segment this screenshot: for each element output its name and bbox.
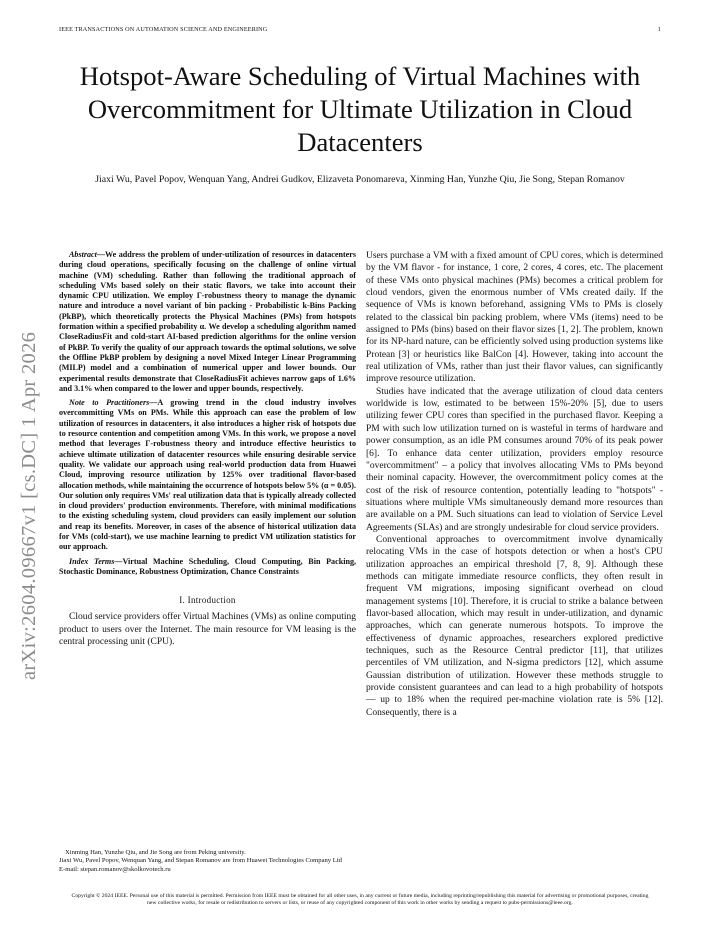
body-paragraph: Conventional approaches to overcommitment involve dynamically relocating VMs in the case of hotspots detection or when a host's CPU utilization approaches an empirical threshold [7, 8, 9]. Although these methods can mitigate immediate resource conflicts, they often result in frequent VM migrations, imposing significant overhead on cloud management systems [10]. Therefore, it is crucial to strike a balance between flavor-based allocation, which may result in under-utilization, and dynamic approaches, which can generate numerous hotspots. To improve the effectiveness of dynamic approaches, researchers explored predictive techniques, such as the Resource Central predictor [11], that utilizes percentiles of VM utilization, and N-sigma predictors [12], which assume Gaussian distribution of utilization. However these methods struggle to provide consistent guarantees and can lead to a high probability of hotspots — up to 18% when the required per-machine violation rate is 5% [12]. Consequently, there is a: [366, 534, 663, 718]
index-terms-label: Index Terms: [69, 556, 115, 566]
note-to-practitioners: [59, 398, 356, 552]
page-number: 1: [657, 26, 661, 33]
index-terms-text: —Virtual Machine Scheduling, Cloud Computing, Bin Packing, Stochastic Dominance, Robustness Optimization, Chance Constraints: [59, 556, 357, 576]
footnote-email: E-mail: stepan.romanov@skolkovotech.ru: [59, 865, 171, 873]
copyright-notice: Copyright © 2024 IEEE. Personal use of this material is permitted. Permission from IEEE must be obtained for all other uses, in any current or future media, including reprinting/republishing this material for advertising or promotional purposes, creating new collective works, for resale or redistribution to servers or lists, or reuse of any copyrighted component of this work in other works by sending a request to pubs-permissions@ieee.org.: [71, 893, 649, 906]
paper-title: Hotspot-Aware Scheduling of Virtual Machines with Overcommitment for Ultimate Utilization in Cloud Datacenters: [79, 61, 641, 157]
footnote-affiliation-huawei: Jiaxi Wu, Pavel Popov, Wenquan Yang, and Stepan Romanov are from Huawei Technologies Company Ltd: [59, 857, 342, 865]
footnotes: [59, 849, 356, 874]
abstract-text: —We address the problem of under-utilization of resources in datacenters during cloud operations, specifically focusing on the challenge of online virtual machine (VM) scheduling. Rather than following the traditional approach of scheduling VMs based solely on their static flavors, we take into account their dynamic CPU utilization. We employ Γ-robustness theory to manage the dynamic nature and introduce a novel variant of bin packing - Probabilistic k-Bins Packing (PkBP), which theoretically protects the Physical Machines (PMs) from hotspots formation within a specified probability α. We develop a scheduling algorithm named CloseRadiusFit and cold-start AI-based prediction algorithms for the online version of PkBP. To verify the quality of our approach towards the optimal solutions, we solve the Offline PkBP problem by designing a novel Mixed Integer Linear Programming (MILP) model and a combination of numerical upper and lower bounds. Our experimental results demonstrate that CloseRadiusFit achieves narrow gaps of 1.6% and 3.1% when compared to the lower and upper bounds, respectively.: [59, 250, 356, 393]
body-paragraph: Studies have indicated that the average utilization of cloud data centers worldwide is low, estimated to be between 15%-20% [5], due to users utilizing fewer CPU cores than specified in the purchased flavor. Keeping a PM with such low utilization turned on is wasteful in terms of hardware and power consumption, as an idle PM consumes around 70% of its peak power [6]. To enhance data center utilization, providers employ resource "overcommitment" – a policy that involves allocating VMs to PMs beyond their nominal capacity. However, the overcommitment policy comes at the cost of the risk of resource contention, potentially leading to "hotspots" - situations where multiple VMs simultaneously demand more resources than are available on a PM. Such situations can lead to violation of Service Level Agreements (SLAs) and are strongly undesirable for cloud service providers.: [366, 386, 663, 533]
journal-name: IEEE TRANSACTIONS ON AUTOMATION SCIENCE AND ENGINEERING: [59, 26, 268, 33]
abstract: [59, 250, 356, 394]
footnote-affiliation-pku: Xinming Han, Yunzhe Qiu, and Jie Song are from Peking university.: [65, 849, 246, 856]
author-list: Jiaxi Wu, Pavel Popov, Wenquan Yang, Andrei Gudkov, Elizaveta Ponomareva, Xinming Han, Yunzhe Qiu, Jie Song, Stepan Romanov: [95, 174, 625, 185]
section-heading: I. Introduction: [179, 595, 236, 606]
right-column: [366, 250, 663, 719]
intro-paragraph: Cloud service providers offer Virtual Machines (VMs) as online computing product to users over the Internet. The main resource for VM leasing is the central processing unit (CPU).: [59, 612, 356, 647]
arxiv-stamp: arXiv:2604.09667v1 [cs.DC] 1 Apr 2026: [18, 331, 40, 680]
body-paragraph: Users purchase a VM with a fixed amount of CPU cores, which is determined by the VM flavor - for instance, 1 core, 2 cores, 4 cores, etc. The placement of these VMs onto physical machines (PMs) becomes a critical problem for cloud vendors, given the enormous number of VMs created daily. If the sequence of VMs is known beforehand, assigning VMs to PMs is closely related to the classical bin packing problem, where VMs (items) need to be assigned to PMs (bins) based on their flavor sizes [1, 2]. The problem, known for its NP-hard nature, can be efficiently solved using production systems like Protean [3] or heuristics like BalCon [4]. However, taking into account the real utilization of VMs, rather than just their flavor values, can significantly improve resource utilization.: [366, 251, 663, 385]
index-terms: [59, 557, 356, 578]
left-column: [59, 250, 356, 648]
abstract-label: Abstract: [69, 250, 97, 259]
running-head: [59, 26, 661, 33]
practitioners-text: —A growing trend in the cloud industry involves overcommitting VMs on PMs. While this approach can ease the problem of low utilization of resources in datacenters, it also introduces a higher risk of hotspots due to resource contention and competition among VMs. In this work, we propose a novel method that leverages Γ-robustness theory and introduce effective heuristics to achieve ultimate utilization of datacenter resources while ensuring desirable service quality. We validate our approach using real-world production data from Huawei Cloud, improving resource utilization by 125% over traditional flavor-based allocation methods, while maintaining the occurrence of hotspots below 5% (α = 0.05). Our solution only requires VMs' real utilization data that is typically already collected in cloud providers' production environments. Therefore, with minimal modifications to the existing scheduling system, cloud providers can easily implement our solution and reap its benefits. Moreover, in cases of the absence of historical utilization data for VMs (cold-start), we use machine learning to predict VM utilization statistics for our approach.: [59, 398, 357, 552]
practitioners-label: Note to Practitioners: [69, 398, 150, 408]
